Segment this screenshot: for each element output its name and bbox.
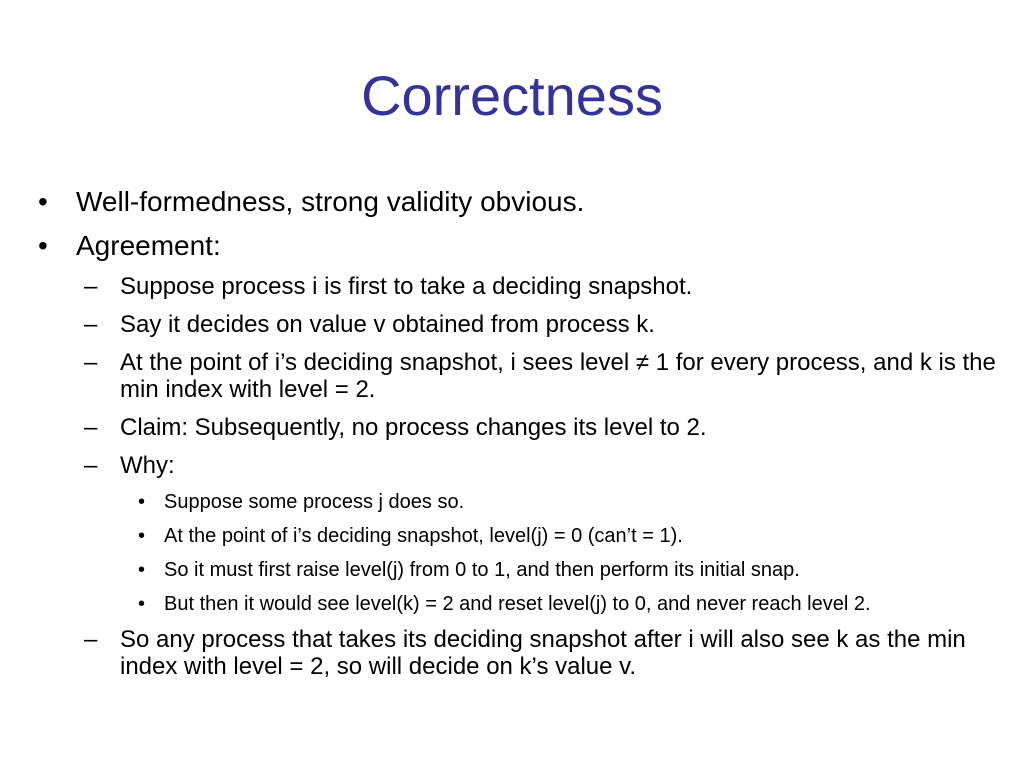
- slide-title: Correctness: [361, 64, 663, 127]
- dash-marker: –: [84, 349, 98, 376]
- sub-bullet-point-of-snapshot: [38, 349, 998, 403]
- sub-sub-bullet-text: But then it would see level(k) = 2 and reset level(j) to 0, and never reach level 2.: [164, 593, 871, 615]
- sub-sub-bullet-text: At the point of i’s deciding snapshot, level(j) = 0 (can’t = 1).: [164, 525, 683, 547]
- sub-sub-bullet-text: So it must first raise level(j) from 0 to 1, and then perform its initial snap.: [164, 559, 800, 581]
- small-bullet-marker: •: [138, 559, 146, 581]
- dash-marker: –: [84, 273, 98, 300]
- sub-sub-bullet-suppose-j: [38, 490, 998, 514]
- sub-bullet-text: So any process that takes its deciding snapshot after i will also see k as the min index with level = 2, so will decide on k’s value v.: [120, 626, 966, 680]
- sub-bullet-claim: [38, 414, 998, 441]
- bullet-well-formedness: [38, 185, 998, 218]
- bullet-marker: •: [38, 230, 48, 261]
- slide-body: [38, 185, 998, 691]
- bullet-agreement: [38, 229, 998, 262]
- sub-bullet-conclusion: [38, 626, 998, 680]
- sub-bullet-text: Claim: Subsequently, no process changes its level to 2.: [120, 414, 707, 441]
- dash-marker: –: [84, 414, 98, 441]
- bullet-marker: •: [38, 186, 48, 217]
- sub-sub-bullet-level-j-zero: [38, 524, 998, 548]
- sub-sub-bullet-text: Suppose some process j does so.: [164, 491, 465, 513]
- dash-marker: –: [84, 311, 98, 338]
- sub-sub-bullet-reset-level: [38, 592, 994, 616]
- small-bullet-marker: •: [138, 491, 146, 513]
- sub-bullet-text: At the point of i’s deciding snapshot, i sees level ≠ 1 for every process, and k is the min index with level = 2.: [120, 349, 996, 403]
- sub-sub-bullet-raise-level: [38, 558, 998, 582]
- bullet-text: Well-formedness, strong validity obvious.: [76, 186, 585, 217]
- sub-bullet-text: Why:: [120, 452, 175, 479]
- sub-bullet-suppose-first: [38, 273, 998, 300]
- bullet-text: Agreement:: [76, 230, 221, 261]
- sub-bullet-text: Say it decides on value v obtained from process k.: [120, 311, 655, 338]
- sub-bullet-why: [38, 452, 998, 479]
- small-bullet-marker: •: [138, 593, 146, 615]
- sub-bullet-text: Suppose process i is first to take a deciding snapshot.: [120, 273, 693, 300]
- dash-marker: –: [84, 626, 98, 653]
- small-bullet-marker: •: [138, 525, 146, 547]
- dash-marker: –: [84, 452, 98, 479]
- sub-bullet-decides-value: [38, 311, 998, 338]
